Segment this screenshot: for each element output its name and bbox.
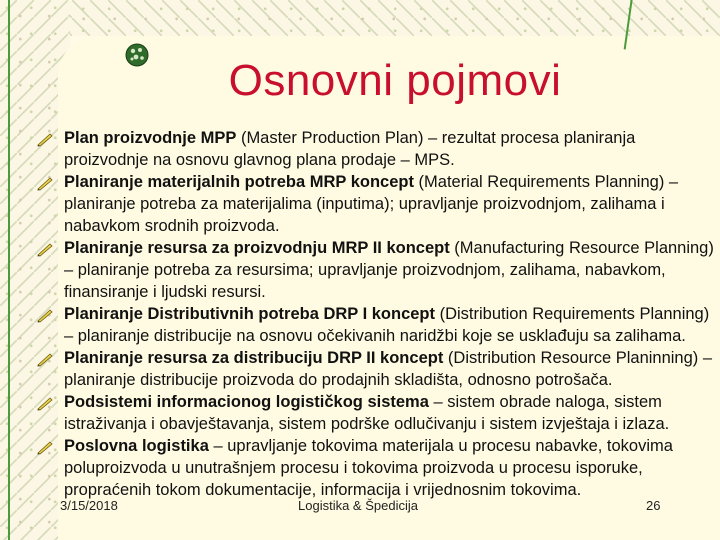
item-description: (Distribution Requirements Planning) – planiranje distribucije na osnovu očekivanih naridžbi koje se usklađuju sa zalihama. (64, 305, 710, 345)
item-term: Planiranje materijalnih potreba MRP koncept (64, 173, 414, 191)
pen-bullet-icon (36, 307, 54, 323)
item-description: – sistem obrade naloga, sistem istraživanja i obavještavanja, sistem podrške odlučivanju i sistem izvještaja i izlaza. (64, 393, 670, 433)
item-description: (Material Requirements Planning) – planiranje potreba za materijalima (inputima); upravljanje proizvodnjom, zalihama i nabavkom srodnih proizvoda. (64, 173, 679, 235)
item-description: (Manufacturing Resource Planning) – planiranje potreba za resursima; upravljanje proizvodnjom, zalihama, nabavkom, finansiranje i ljudski resursi. (64, 239, 714, 301)
item-term: Plan proizvodnje MPP (64, 129, 237, 147)
pen-bullet-icon (36, 131, 54, 147)
pen-bullet-icon (36, 241, 54, 257)
item-term: Planiranje resursa za distribuciju DRP II koncept (64, 349, 444, 367)
bullet-list (34, 127, 720, 501)
list-item (34, 303, 720, 347)
list-item (34, 127, 720, 171)
list-item (34, 237, 720, 303)
item-description: – upravljanje tokovima materijala u procesu nabavke, tokovima poluproizvoda u unutrašnjem procesu i tokovima proizvoda u procesu isporuke, propraćenih tokom dokumentacije, informacija i vrijednosnim tokovima. (64, 437, 673, 499)
background-pattern-top (0, 0, 720, 36)
list-item (34, 171, 720, 237)
pen-bullet-icon (36, 439, 54, 455)
slide-title: Osnovni pojmovi (228, 56, 562, 105)
footer-title: Logistika & Špedicija (298, 498, 418, 513)
list-item (34, 347, 720, 391)
pen-bullet-icon (36, 175, 54, 191)
pen-bullet-icon (36, 395, 54, 411)
list-item (34, 391, 720, 435)
pen-bullet-icon (36, 351, 54, 367)
decorative-line-left (8, 0, 10, 540)
item-term: Poslovna logistika (64, 437, 209, 455)
item-description: (Distribution Resource Planinning) – planiranje distribucije proizvoda do prodajnih skladišta, odnosno potrošača. (64, 349, 713, 389)
item-description: (Master Production Plan) – rezultat procesa planiranja proizvodnje na osnovu glavnog plana prodaje – MPS. (64, 129, 636, 169)
item-term: Podsistemi informacionog logističkog sistema (64, 393, 429, 411)
item-term: Planiranje Distributivnih potreba DRP I koncept (64, 305, 436, 323)
item-term: Planiranje resursa za proizvodnju MRP II koncept (64, 239, 450, 257)
list-item (34, 435, 720, 501)
footer-date: 3/15/2018 (60, 498, 118, 513)
slide-number: 26 (646, 498, 661, 513)
